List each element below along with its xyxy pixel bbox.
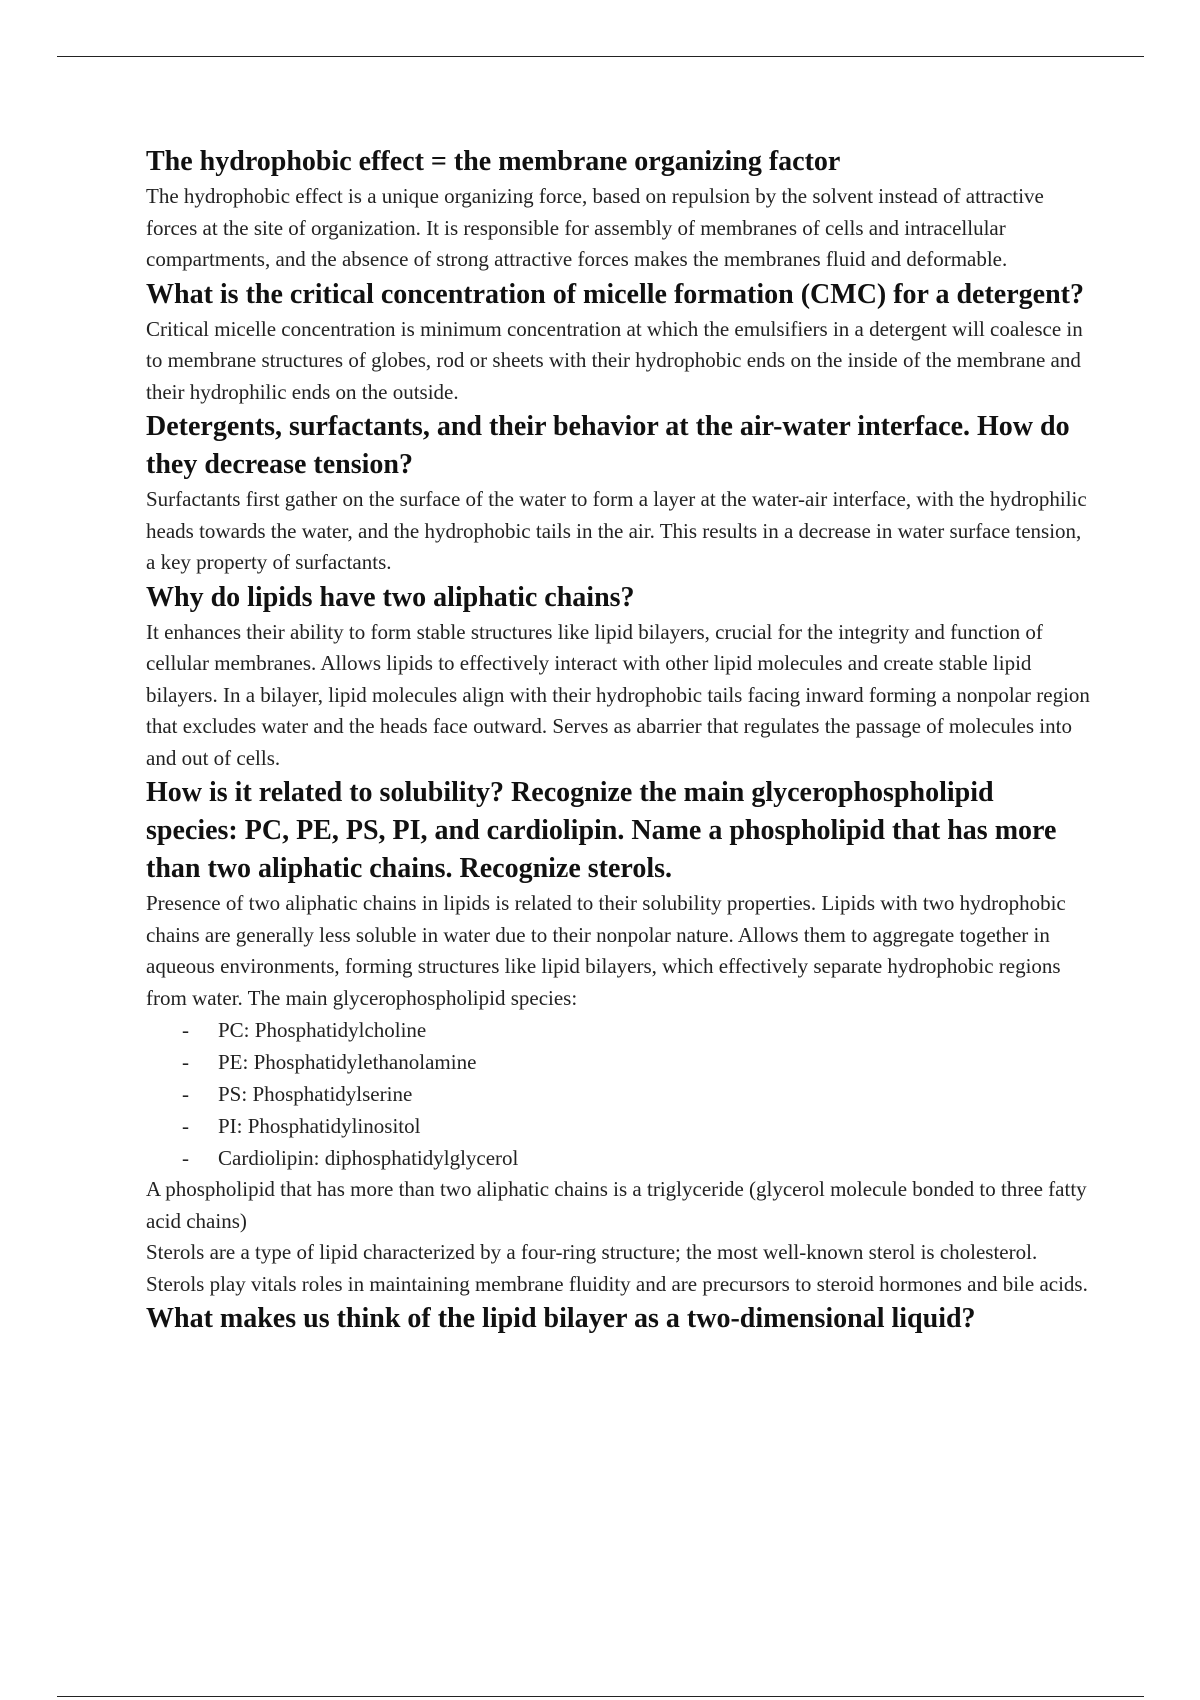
section-heading: Why do lipids have two aliphatic chains? bbox=[146, 581, 635, 613]
list-item-text: PI: Phosphatidylinositol bbox=[218, 1114, 421, 1138]
list-item-text: Cardiolipin: diphosphatidylglycerol bbox=[218, 1146, 519, 1170]
list-marker: - bbox=[182, 1146, 189, 1170]
glycerophospholipid-list bbox=[146, 1014, 1091, 1174]
list-item bbox=[182, 1014, 1091, 1046]
list-marker: - bbox=[182, 1114, 189, 1138]
section-paragraph: Critical micelle concentration is minimum concentration at which the emulsifiers in a detergent will coalesce in to membrane structures of globes, rod or sheets with their hydrophobic ends on the inside of the membrane and their hydrophilic ends on the outside. bbox=[146, 316, 1083, 404]
section-paragraph: The hydrophobic effect is a unique organizing force, based on repulsion by the solvent instead of attractive forces at the site of organization. It is responsible for assembly of membranes of cells and intracellular compartments, and the absence of strong attractive forces makes the membranes fluid and deformable. bbox=[146, 184, 1044, 271]
section-heading: What makes us think of the lipid bilayer as a two-dimensional liquid? bbox=[146, 1303, 976, 1334]
section-heading: Detergents, surfactants, and their behavior at the air-water interface. How do they decrease tension? bbox=[146, 411, 1070, 480]
section-heading: The hydrophobic effect = the membrane organizing factor bbox=[146, 146, 841, 177]
list-marker: - bbox=[182, 1050, 189, 1074]
list-item-text: PS: Phosphatidylserine bbox=[218, 1082, 413, 1106]
bottom-rule bbox=[57, 1696, 1144, 1697]
list-item bbox=[182, 1142, 1091, 1174]
list-item bbox=[182, 1046, 1091, 1078]
list-item bbox=[182, 1078, 1091, 1110]
list-marker: - bbox=[182, 1018, 189, 1042]
section-paragraph: Presence of two aliphatic chains in lipids is related to their solubility properties. Lipids with two hydrophobic chains are generally less soluble in water due to their nonpolar nature. Allows them to aggregate together in aqueous environments, forming structures like lipid bilayers, which effectively separate hydrophobic regions from water. The main glycerophospholipid species: bbox=[146, 891, 1066, 1010]
top-rule bbox=[57, 56, 1144, 57]
section-paragraph: Sterols are a type of lipid characterized by a four-ring structure; the most well-known sterol is cholesterol. Sterols play vitals roles in maintaining membrane fluidity and are precursors to steroid hormones and bile acids. bbox=[146, 1240, 1088, 1296]
document-body bbox=[146, 143, 1091, 1338]
section-paragraph: It enhances their ability to form stable structures like lipid bilayers, crucial for the integrity and function of cellular membranes. Allows lipids to effectively interact with other lipid molecules and create stable lipid bilayers. In a bilayer, lipid molecules align with their hydrophobic tails facing inward forming a nonpolar region that excludes water and the heads face outward. Serves as abarrier that regulates the passage of molecules into and out of cells. bbox=[146, 619, 1090, 770]
section-heading: How is it related to solubility? Recognize the main glycerophospholipid species: PC, PE, PS, PI, and cardiolipin. Name a phospholipid that has more than two aliphatic chains. Recognize sterols. bbox=[146, 777, 1057, 884]
list-item-text: PC: Phosphatidylcholine bbox=[218, 1018, 427, 1042]
section-heading: What is the critical concentration of micelle formation (CMC) for a detergent? bbox=[146, 278, 1084, 310]
list-item-text: PE: Phosphatidylethanolamine bbox=[218, 1050, 477, 1074]
list-marker: - bbox=[182, 1082, 189, 1106]
list-item bbox=[182, 1110, 1091, 1142]
section-paragraph: Surfactants first gather on the surface of the water to form a layer at the water-air interface, with the hydrophilic heads towards the water, and the hydrophobic tails in the air. This results in a decrease in water surface tension, a key property of surfactants. bbox=[146, 487, 1087, 574]
section-paragraph: A phospholipid that has more than two aliphatic chains is a triglyceride (glycerol molecule bonded to three fatty acid chains) bbox=[146, 1177, 1087, 1233]
